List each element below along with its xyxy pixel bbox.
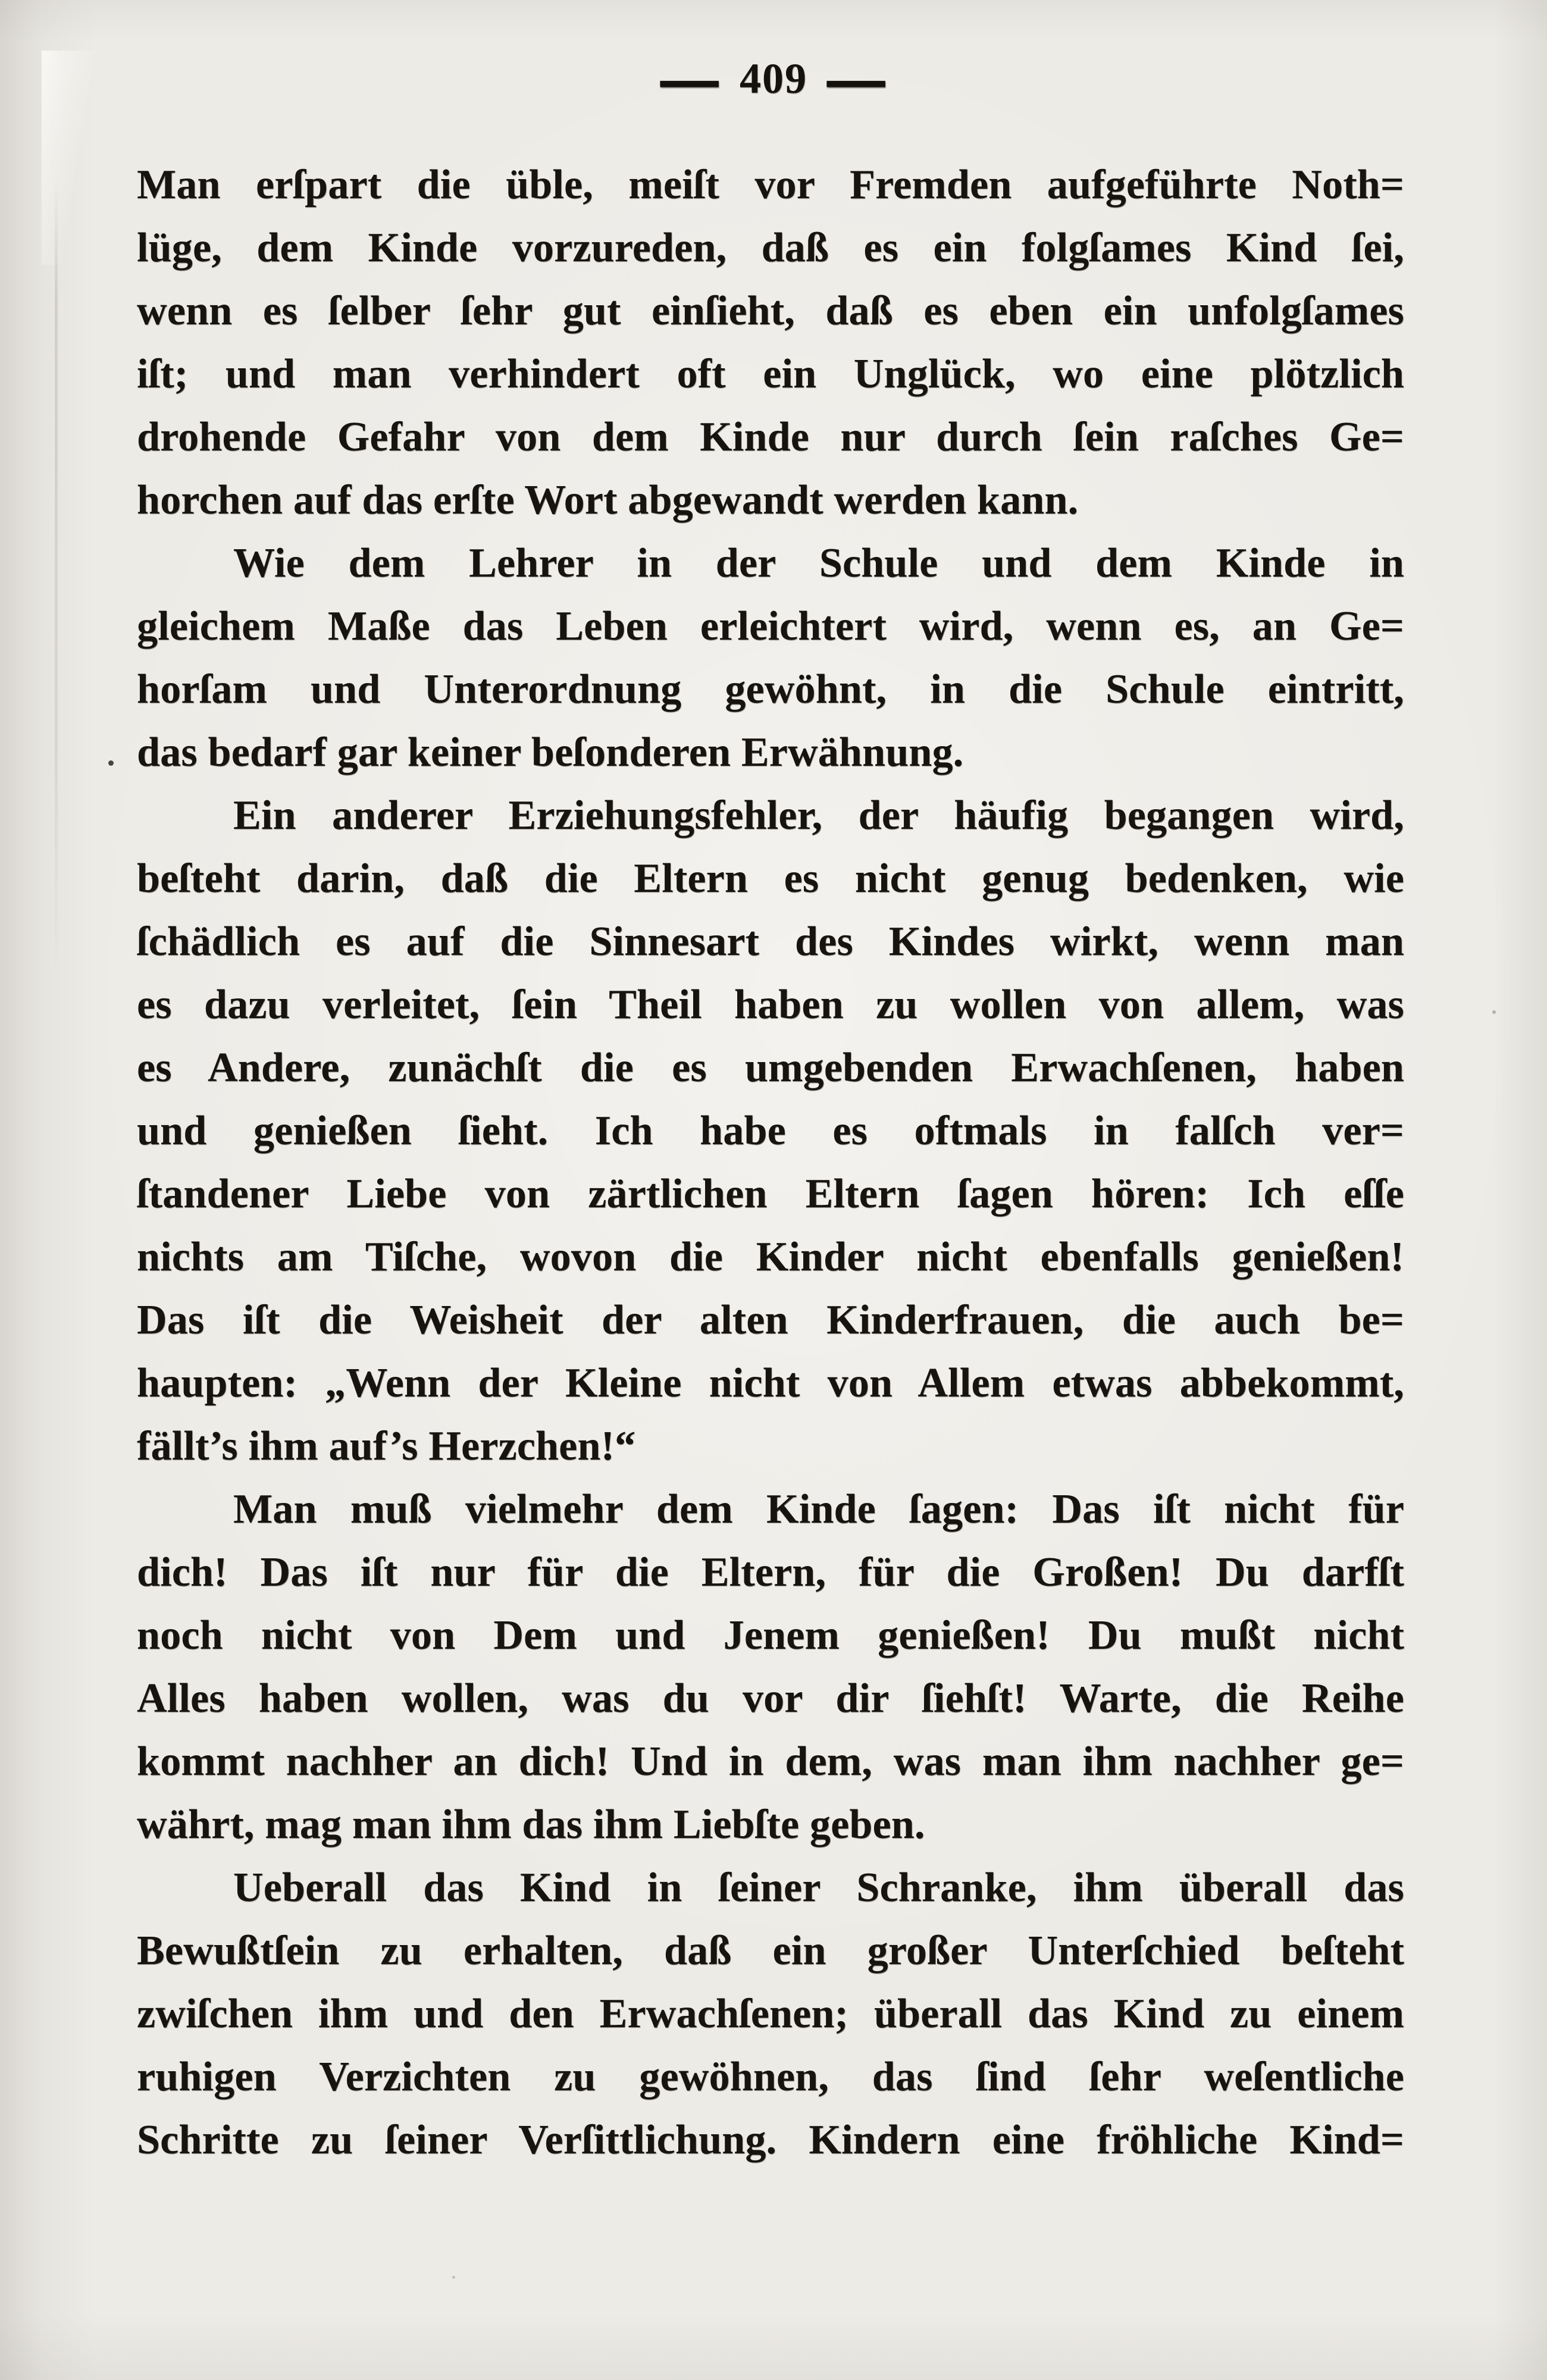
header-dash-right: — [827,25,887,125]
text-line: ruhigen Verzichten zu gewöhnen, das ſind ſehr weſentliche [137,2054,1404,2100]
text-line: Bewußtſein zu erhalten, daß ein großer Unterſchied beſteht [137,1928,1404,1974]
scan-crease-artifact [55,178,58,982]
text-line: lüge, dem Kinde vorzureden, daß es ein folgſames Kind ſei, [137,225,1404,271]
ink-speck-artifact [108,760,114,766]
text-line: Ueberall das Kind in ſeiner Schranke, ihm überall das [233,1865,1404,1911]
text-line: Schritte zu ſeiner Verſittlichung. Kindern eine fröhliche Kind= [137,2117,1404,2163]
text-line: ſchädlich es auf die Sinnesart des Kindes wirkt, wenn man [137,919,1404,964]
text-line: nichts am Tiſche, wovon die Kinder nicht ebenfalls genießen! [137,1234,1404,1280]
text-line: iſt; und man verhindert oft ein Unglück, wo eine plötzlich [137,351,1404,397]
ink-speck-artifact [452,2276,455,2279]
text-line: das bedarf gar keiner beſonderen Erwähnung. [137,729,964,775]
paragraph [137,784,1404,1478]
text-line: noch nicht von Dem und Jenem genießen! Du mußt nicht [137,1612,1404,1658]
text-line: Das iſt die Weisheit der alten Kinderfrauen, die auch be= [137,1297,1404,1343]
text-line: Ein anderer Erziehungsfehler, der häufig begangen wird, [233,793,1404,838]
text-line: es Andere, zunächſt die es umgebenden Erwachſenen, haben [137,1045,1404,1091]
text-line: Man erſpart die üble, meiſt vor Fremden aufgeführte Noth= [137,162,1404,208]
text-line: kommt nachher an dich! Und in dem, was man ihm nachher ge= [137,1739,1404,1784]
text-line: gleichem Maße das Leben erleichtert wird, wenn es, an Ge= [137,603,1404,649]
text-line: haupten: „Wenn der Kleine nicht von Allem etwas abbekommt, [137,1360,1404,1406]
paragraph [137,1856,1404,2172]
text-line: währt, mag man ihm das ihm Liebſte geben. [137,1802,925,1847]
header-dash-left: — [660,25,720,125]
text-line: zwiſchen ihm und den Erwachſenen; überall das Kind zu einem [137,1991,1404,2037]
text-line: es dazu verleitet, ſein Theil haben zu wollen von allem, was [137,982,1404,1028]
text-line: Man muß vielmehr dem Kinde ſagen: Das iſt nicht für [233,1486,1404,1532]
text-line: drohende Gefahr von dem Kinde nur durch ſein raſches Ge= [137,414,1404,460]
text-line: Alles haben wollen, was du vor dir ſiehſt! Warte, die Reihe [137,1676,1404,1721]
text-line: dich! Das iſt nur für die Eltern, für die Großen! Du darfſt [137,1549,1404,1595]
text-line: fällt’s ihm auf’s Herzchen!“ [137,1423,636,1469]
text-line: horſam und Unterordnung gewöhnt, in die Schule eintritt, [137,666,1404,712]
text-block [137,154,1404,2172]
paragraph [137,154,1404,532]
paragraph [137,1478,1404,1856]
text-line: ſtandener Liebe von zärtlichen Eltern ſagen hören: Ich eſſe [137,1171,1404,1217]
text-line: horchen auf das erſte Wort abgewandt werden kann. [137,477,1079,523]
paragraph [137,532,1404,784]
text-line: beſteht darin, daß die Eltern es nicht genug bedenken, wie [137,856,1404,901]
ink-speck-artifact [1492,1010,1496,1014]
page-header [0,25,1547,125]
text-line: Wie dem Lehrer in der Schule und dem Kinde in [233,540,1404,586]
text-line: und genießen ſieht. Ich habe es oftmals in falſch ver= [137,1108,1404,1154]
text-line: wenn es ſelber ſehr gut einſieht, daß es eben ein unfolgſames [137,288,1404,334]
page-number: 409 [740,55,807,102]
